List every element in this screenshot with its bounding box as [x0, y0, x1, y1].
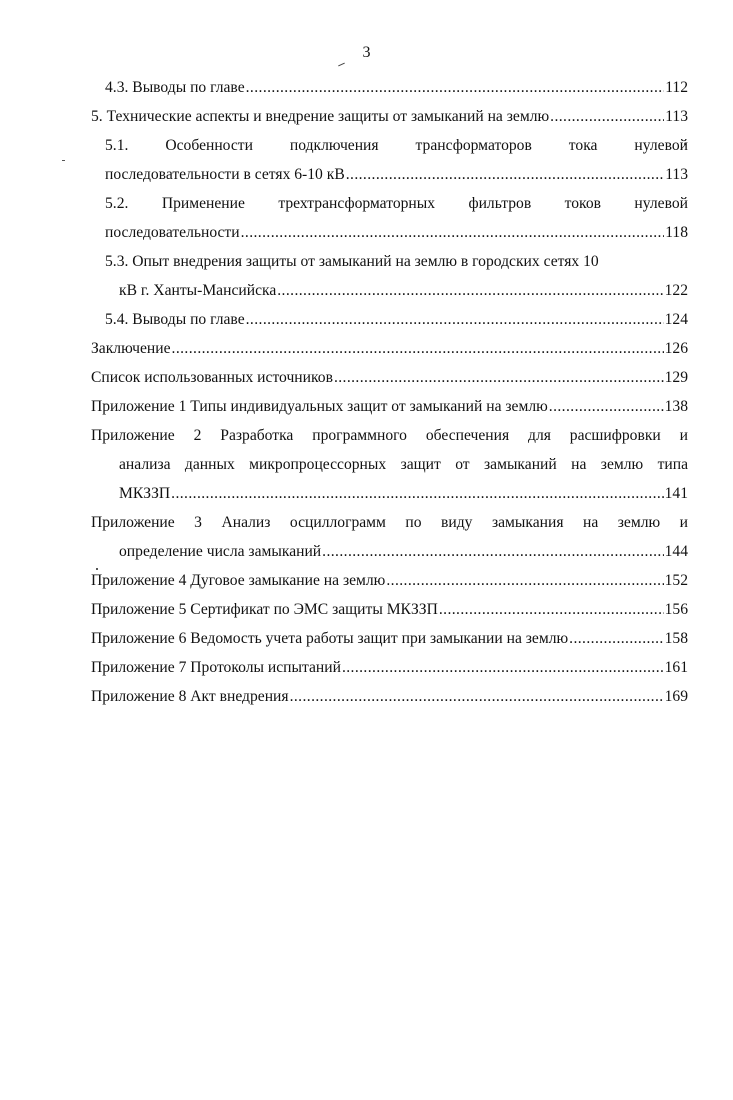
toc-entry-page: 113 [665, 108, 688, 125]
toc-leader [172, 334, 664, 363]
toc-entry [91, 305, 688, 334]
toc-entry-title: последовательности в сетях 6-10 кВ [105, 166, 345, 183]
toc-entry-page: 124 [664, 311, 688, 328]
toc-entry-title: Приложение 7 Протоколы испытаний [91, 659, 341, 676]
toc-entry [91, 73, 688, 102]
toc-entry [91, 595, 688, 624]
toc-entry-title: 5.4. Выводы по главе [105, 311, 245, 328]
toc-entry-page: 126 [664, 340, 688, 357]
toc-entry-page: 138 [664, 398, 688, 415]
toc-leader [550, 102, 664, 131]
toc-entry-page: 158 [664, 630, 688, 647]
toc-entry-title: Заключение [91, 340, 171, 357]
toc-entry-title: МКЗЗП [119, 485, 171, 502]
toc-entry [91, 160, 688, 189]
toc-entry [91, 102, 688, 131]
toc-leader [322, 537, 663, 566]
toc-entry [91, 363, 688, 392]
toc-entry-line: Приложение 3 Анализ осциллограмм по виду замыкания на землю и [91, 514, 688, 531]
toc-entry-title: кВ г. Ханты-Мансийска [119, 282, 277, 299]
toc-entry [91, 276, 688, 305]
toc-entry-page: 118 [665, 224, 688, 241]
toc-entry-line: анализа данных микропроцессорных защит от замыканий на землю типа [119, 456, 688, 473]
toc-leader [246, 305, 664, 334]
toc-entry [91, 392, 688, 421]
toc-entry-page: 112 [665, 79, 688, 96]
toc-leader [549, 392, 664, 421]
toc-entry-page: 144 [664, 543, 688, 560]
toc-leader [386, 566, 663, 595]
toc-entry-title: Приложение 6 Ведомость учета работы защит при замыкании на землю [91, 630, 569, 647]
toc-entry-page: 169 [664, 688, 688, 705]
toc-entry [91, 334, 688, 363]
toc-entry-title: определение числа замыканий [119, 543, 322, 560]
toc-entry-line: 5.3. Опыт внедрения защиты от замыканий на землю в городских сетях 10 [105, 253, 599, 270]
toc-leader [246, 73, 665, 102]
scan-mark [338, 63, 345, 67]
toc-entry-title: 5. Технические аспекты и внедрение защиты от замыканий на землю [91, 108, 550, 125]
toc-entry-title: Приложение 1 Типы индивидуальных защит от замыканий на землю [91, 398, 548, 415]
page-number: 3 [362, 44, 371, 61]
toc-entry-page: 141 [664, 485, 688, 502]
toc-leader [241, 218, 665, 247]
scan-mark [62, 160, 65, 161]
toc-leader [342, 653, 664, 682]
toc-entry-page: 161 [664, 659, 688, 676]
toc-entry-page: 122 [664, 282, 688, 299]
toc-entry [91, 682, 688, 711]
toc-entry-page: 156 [664, 601, 688, 618]
toc-entry [91, 479, 688, 508]
toc-entry-page: 113 [665, 166, 688, 183]
toc-leader [569, 624, 663, 653]
toc-entry [91, 653, 688, 682]
toc-leader [346, 160, 664, 189]
toc-entry-page: 152 [664, 572, 688, 589]
toc-entry [91, 537, 688, 566]
toc-entry-title: Приложение 4 Дуговое замыкание на землю [91, 572, 386, 589]
toc-leader [277, 276, 663, 305]
toc-entry-page: 129 [664, 369, 688, 386]
table-of-contents [91, 73, 688, 711]
toc-entry-line: Приложение 2 Разработка программного обеспечения для расшифровки и [91, 427, 688, 444]
toc-entry-title: Приложение 5 Сертификат по ЭМС защиты МКЗЗП [91, 601, 438, 618]
toc-entry-title: последовательности [105, 224, 240, 241]
toc-leader [290, 682, 664, 711]
toc-entry-line: 5.1. Особенности подключения трансформаторов тока нулевой [105, 137, 688, 154]
toc-entry-line: 5.2. Применение трехтрансформаторных фильтров токов нулевой [105, 195, 688, 212]
toc-entry-title: Список использованных источников [91, 369, 333, 386]
toc-leader [334, 363, 664, 392]
toc-entry [91, 624, 688, 653]
toc-leader [171, 479, 663, 508]
toc-entry-title: Приложение 8 Акт внедрения [91, 688, 289, 705]
toc-entry-title: 4.3. Выводы по главе [105, 79, 245, 96]
toc-entry [91, 218, 688, 247]
toc-entry [91, 566, 688, 595]
toc-leader [439, 595, 664, 624]
